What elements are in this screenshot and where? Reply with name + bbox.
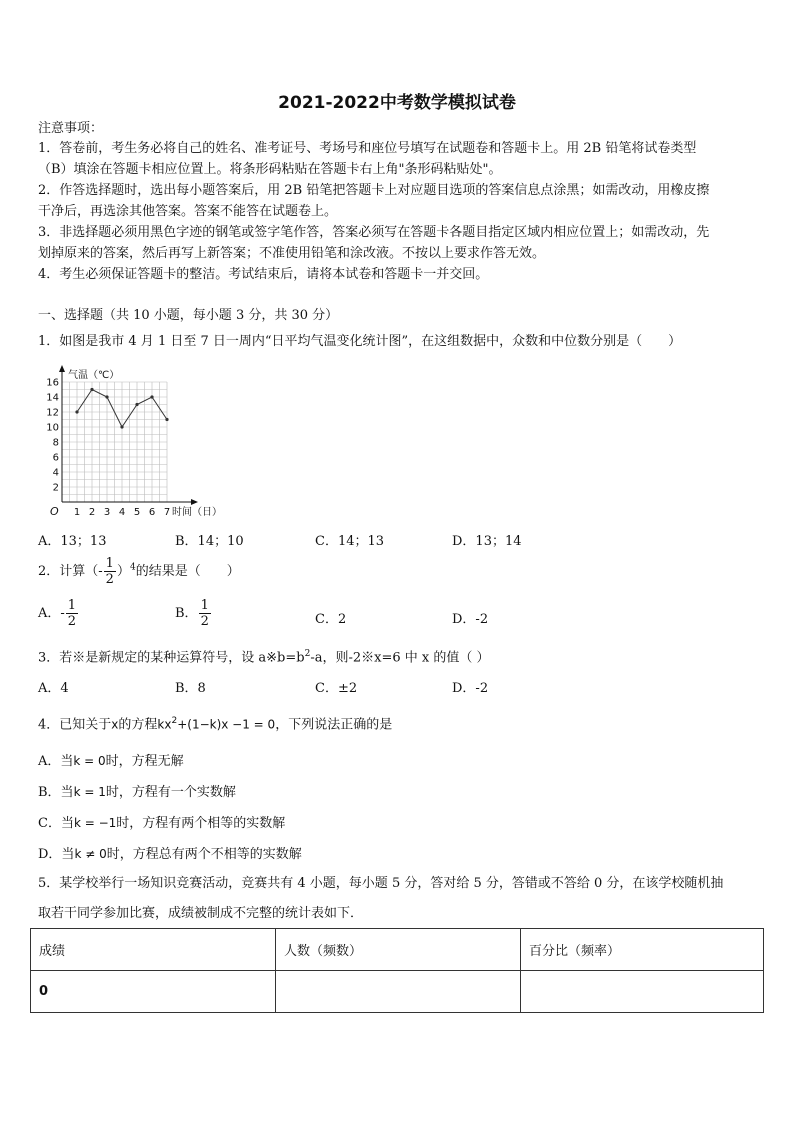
question-4-option-b[interactable]: B．当k = 1时，方程有一个实数解 [38, 785, 236, 800]
notice-line: （B）填涂在答题卡相应位置上。将条形码粘贴在答题卡右上角"条形码粘贴处"。 [38, 162, 502, 177]
fraction: $\frac{1}{2}$ [67, 598, 77, 629]
y-tick-label: 10 [46, 422, 59, 434]
chart-origin-label: O [50, 505, 59, 518]
table-header-cell: 百分比（频率） [521, 929, 764, 971]
data-point [165, 418, 168, 421]
chart-x-axis-label: 时间（日） [172, 507, 222, 518]
question-2-option-d[interactable]: D．-2 [452, 612, 489, 627]
y-tick-label: 2 [52, 482, 59, 494]
y-tick-label: 12 [46, 407, 59, 419]
question-1-stem: 1．如图是我市 4 月 1 日至 7 日一周内“日平均气温变化统计图”，在这组数据中，众数和中位数分别是（ ） [38, 334, 682, 349]
chart-y-axis-label: 气温（℃） [68, 370, 120, 381]
question-3-option-c[interactable]: C．±2 [315, 681, 358, 696]
question-2-stem: 2．计算（- $\frac{1}{2}$ ）$^4$的结果是（ ） [38, 556, 240, 587]
notice-line: 干净后，再选涂其他答案。答案不能答在试题卷上。 [38, 204, 338, 219]
table-header-row [31, 929, 764, 971]
fraction: $\frac{1}{2}$ [200, 598, 209, 629]
data-point [120, 425, 123, 428]
y-axis-arrow [59, 365, 65, 372]
table-cell [276, 971, 521, 1013]
x-tick-label: 7 [163, 507, 171, 518]
x-tick-label: 5 [133, 507, 141, 518]
question-2-option-a[interactable]: A．- $\frac{1}{2}$ [38, 598, 77, 629]
table-cell [521, 971, 764, 1013]
question-5-stem-line-2: 取若干同学参加比赛，成绩被制成不完整的统计表如下． [38, 906, 364, 921]
question-4-option-a[interactable]: A．当k = 0时，方程无解 [38, 754, 184, 769]
data-point [135, 403, 138, 406]
question-5-stem-line-1: 5．某学校举行一场知识竞赛活动，竞赛共有 4 小题，每小题 5 分，答对给 5 分，答错或不答给 0 分，在该学校随机抽 [38, 876, 724, 891]
question-1-option-a[interactable]: A．13；13 [38, 534, 107, 549]
y-tick-label: 14 [46, 392, 59, 404]
y-tick-label: 16 [46, 377, 59, 389]
notice-line: 1．答卷前，考生务必将自己的姓名、准考证号、考场号和座位号填写在试题卷和答题卡上。用 2B 铅笔将试卷类型 [38, 141, 697, 156]
notice-line: 4．考生必须保证答题卡的整洁。考试结束后，请将本试卷和答题卡一并交回。 [38, 267, 489, 282]
notice-line: 3．非选择题必须用黑色字迹的钢笔或签字笔作答，答案必须写在答题卡各题目指定区域内相应位置上；如需改动，先 [38, 225, 710, 240]
question-2-option-c[interactable]: C．2 [315, 612, 347, 627]
question-3-stem: 3．若※是新规定的某种运算符号，设 $a※b=b^2-a$，则-2※x=6 中 x 的值（ ） [38, 649, 490, 666]
question-1-option-d[interactable]: D．13；14 [452, 534, 522, 549]
data-point [90, 388, 93, 391]
page-title: 2021-2022中考数学模拟试卷 [278, 93, 516, 113]
x-axis-arrow [191, 499, 198, 505]
question-4-option-d[interactable]: D．当k ≠ 0时，方程总有两个不相等的实数解 [38, 847, 302, 862]
x-tick-label: 2 [88, 507, 96, 518]
x-tick-label: 4 [118, 507, 126, 518]
y-tick-label: 8 [52, 437, 59, 449]
y-tick-label: 6 [52, 452, 59, 464]
data-point [105, 395, 108, 398]
question-3-option-a[interactable]: A．4 [38, 681, 69, 696]
x-tick-label: 1 [73, 507, 81, 518]
question-1-option-b[interactable]: B．14；10 [175, 534, 244, 549]
table-row [31, 971, 764, 1013]
y-tick-label: 4 [52, 467, 59, 479]
chart-axes [59, 365, 198, 505]
question-4-option-c[interactable]: C．当k = −1时，方程有两个相等的实数解 [38, 816, 286, 831]
notice-heading: 注意事项： [38, 121, 104, 136]
notice-line: 2．作答选择题时，选出每小题答案后，用 2B 铅笔把答题卡上对应题目选项的答案信息点涂黑；如需改动，用橡皮擦 [38, 183, 710, 198]
question-4-stem: 4．已知关于x的方程$kx^2+(1-k)x -1 = 0$，下列说法正确的是 [38, 716, 393, 733]
question-2-option-b[interactable]: B． $\frac{1}{2}$ [175, 598, 209, 629]
table-header-cell: 成绩 [31, 929, 276, 971]
score-table [30, 928, 764, 1013]
question-3-option-d[interactable]: D．-2 [452, 681, 489, 696]
notice-line: 划掉原来的答案，然后再写上新答案；不准使用铅笔和涂改液。不按以上要求作答无效。 [38, 246, 546, 261]
table-cell: 0 [31, 971, 276, 1013]
table-header-cell: 人数（频数） [276, 929, 521, 971]
question-3-option-b[interactable]: B．8 [175, 681, 206, 696]
x-tick-label: 6 [148, 507, 156, 518]
data-point [150, 395, 153, 398]
data-point [75, 410, 78, 413]
x-tick-label: 3 [103, 507, 111, 518]
temperature-line-chart [40, 360, 240, 520]
section-heading: 一、选择题（共 10 小题，每小题 3 分，共 30 分） [38, 308, 339, 323]
fraction: $\frac{1}{2}$ [105, 556, 114, 587]
question-1-option-c[interactable]: C．14；13 [315, 534, 385, 549]
chart-grid [62, 382, 167, 502]
